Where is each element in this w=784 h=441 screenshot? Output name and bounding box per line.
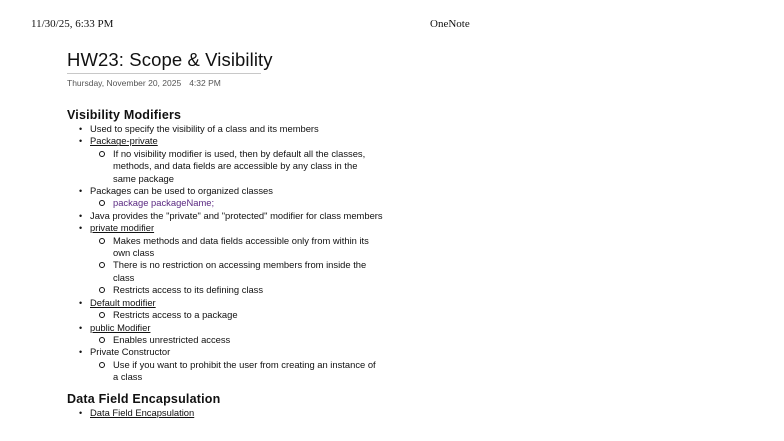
circle-bullet-icon xyxy=(99,362,105,368)
sub-list-item xyxy=(90,284,380,296)
list-item xyxy=(67,185,397,210)
onenote-page xyxy=(67,48,397,419)
print-header xyxy=(0,18,784,32)
visibility-list xyxy=(67,123,397,384)
bullet-icon: • xyxy=(79,407,83,418)
page-meta xyxy=(67,78,397,88)
list-item-text: Packages can be used to organized classes xyxy=(90,185,273,197)
sub-list-item-text: Use if you want to prohibit the user from creating an instance of a class xyxy=(113,358,376,383)
circle-bullet-icon xyxy=(99,287,105,293)
bullet-icon: • xyxy=(79,124,83,134)
sub-list xyxy=(90,235,397,297)
circle-bullet-icon xyxy=(99,151,105,157)
list-item xyxy=(67,322,397,347)
list-item-text: Package-private xyxy=(90,135,158,147)
list-item xyxy=(67,210,397,222)
bullet-icon: • xyxy=(79,186,83,197)
sub-list-item xyxy=(90,197,380,209)
list-item xyxy=(67,135,397,185)
bullet-icon: • xyxy=(79,223,83,234)
sub-list-item xyxy=(90,334,380,346)
sub-list-item-text: Enables unrestricted access xyxy=(113,333,231,345)
print-app-name: OneNote xyxy=(430,18,470,30)
sub-list-item-text: If no visibility modifier is used, then by default all the classes, methods, and data fields are accessible by any class in the same package xyxy=(113,147,366,184)
bullet-icon: • xyxy=(79,322,83,333)
circle-bullet-icon xyxy=(99,200,105,206)
sub-list-item-text: There is no restriction on accessing members from inside the class xyxy=(113,259,367,283)
sub-list-item xyxy=(90,259,380,284)
list-item-text: Data Field Encapsulation xyxy=(90,406,195,418)
sub-list-item xyxy=(90,309,380,321)
list-item-text: public Modifier xyxy=(90,321,151,333)
sub-list-item-text: Restricts access to a package xyxy=(113,309,238,321)
list-item-text: Java provides the "private" and "protected" modifier for class members xyxy=(90,209,383,221)
print-datetime: 11/30/25, 6:33 PM xyxy=(31,18,114,30)
list-item-text: Default modifier xyxy=(90,296,156,308)
list-item xyxy=(67,123,397,135)
section-heading-visibility: Visibility Modifiers xyxy=(67,108,182,122)
sub-list-item xyxy=(90,148,380,185)
sub-list-item-text: Makes methods and data fields accessible only from within its own class xyxy=(113,234,369,259)
page-date: Thursday, November 20, 2025 xyxy=(67,78,182,88)
circle-bullet-icon xyxy=(99,312,105,318)
bullet-icon: • xyxy=(79,210,83,221)
sub-list xyxy=(90,148,397,185)
circle-bullet-icon xyxy=(99,337,105,343)
list-item-text: private modifier xyxy=(90,222,155,234)
sub-list-item-text: Restricts access to its defining class xyxy=(113,284,264,296)
sub-list-item xyxy=(90,359,380,384)
list-item xyxy=(67,222,397,296)
list-item-text: Private Constructor xyxy=(90,346,171,358)
page-time: 4:32 PM xyxy=(189,78,221,88)
sub-list xyxy=(90,197,397,209)
bullet-icon: • xyxy=(79,297,83,308)
list-item xyxy=(67,346,397,383)
list-item xyxy=(67,297,397,322)
circle-bullet-icon xyxy=(99,238,105,244)
page-title[interactable]: HW23: Scope & Visibility xyxy=(67,48,261,74)
sub-list xyxy=(90,359,397,384)
bullet-icon: • xyxy=(79,136,83,147)
section-heading-encapsulation: Data Field Encapsulation xyxy=(67,391,221,406)
bullet-icon: • xyxy=(79,347,83,358)
sub-list-item xyxy=(90,235,380,260)
list-item-text: Used to specify the visibility of a class and its members xyxy=(90,123,319,134)
list-item xyxy=(67,407,397,419)
code-snippet: package packageName; xyxy=(113,197,215,209)
encapsulation-list xyxy=(67,407,397,419)
circle-bullet-icon xyxy=(99,262,105,268)
sub-list xyxy=(90,334,397,346)
sub-list xyxy=(90,309,397,321)
